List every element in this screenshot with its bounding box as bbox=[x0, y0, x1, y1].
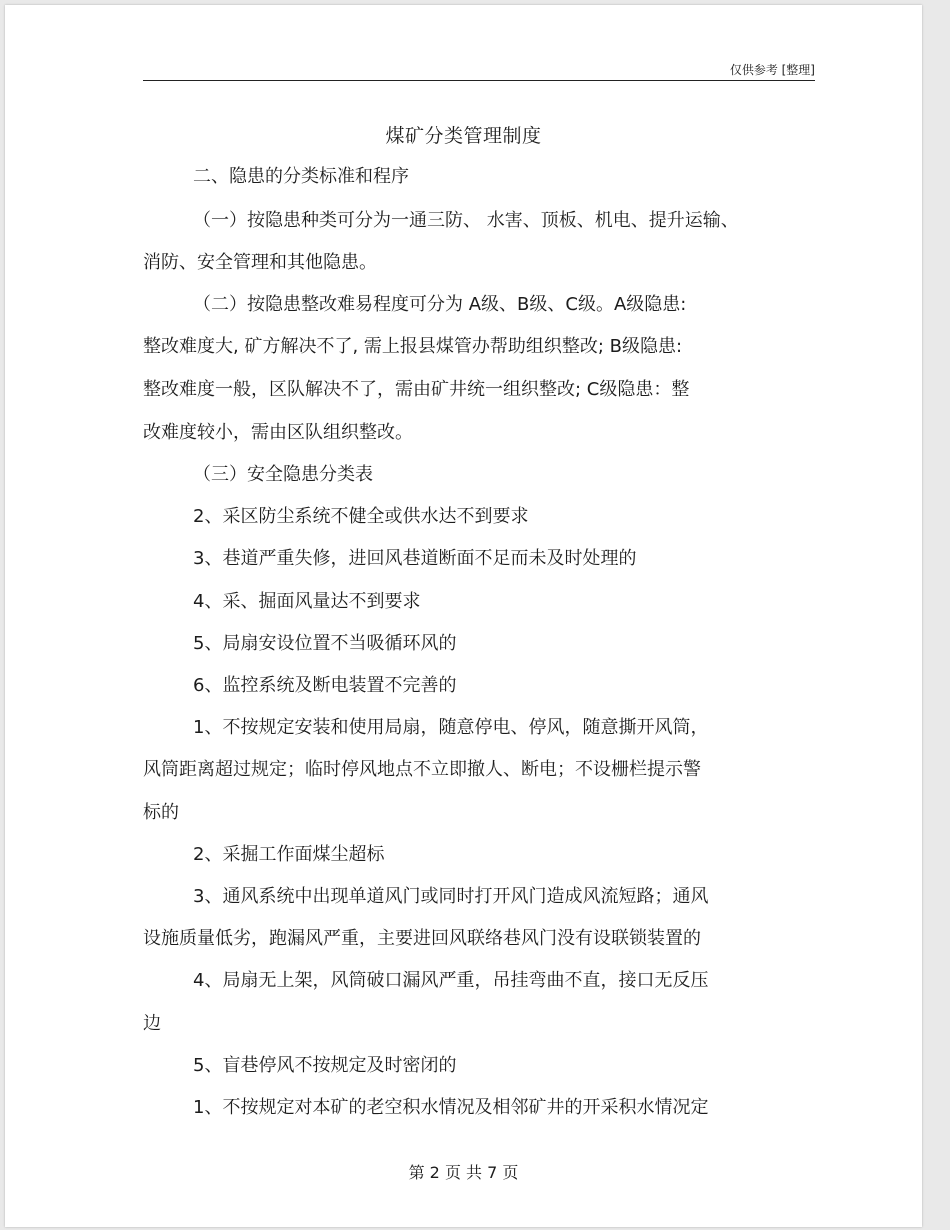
list-item: 1、不按规定安装和使用局扇，随意停电、停风，随意撕开风筒， bbox=[193, 717, 709, 738]
paragraph-line: （三）安全隐患分类表 bbox=[193, 464, 373, 485]
page-footer: 第 2 页 共 7 页 bbox=[408, 1163, 519, 1182]
list-item: 4、局扇无上架，风筒破口漏风严重，吊挂弯曲不直，接口无反压 bbox=[193, 970, 709, 991]
paragraph-line: 改难度较小，需由区队组织整改。 bbox=[143, 422, 413, 443]
list-item: 2、采掘工作面煤尘超标 bbox=[193, 844, 385, 865]
paragraph-line: （一）按隐患种类可分为一通三防、 水害、顶板、机电、提升运输、 bbox=[193, 210, 739, 231]
paragraph-line: （二）按隐患整改难易程度可分为 A级、B级、C级。A级隐患: bbox=[193, 294, 687, 315]
paragraph-line: 二、隐患的分类标准和程序 bbox=[193, 166, 409, 187]
paragraph-line: 整改难度一般，区队解决不了，需由矿井统一组织整改; C级隐患：整 bbox=[143, 379, 690, 400]
list-item: 3、通风系统中出现单道风门或同时打开风门造成风流短路；通风 bbox=[193, 886, 709, 907]
list-item: 5、局扇安设位置不当吸循环风的 bbox=[193, 633, 457, 654]
paragraph-line: 设施质量低劣，跑漏风严重，主要进回风联络巷风门没有设联锁装置的 bbox=[143, 928, 701, 949]
list-item: 6、监控系统及断电装置不完善的 bbox=[193, 675, 457, 696]
list-item: 1、不按规定对本矿的老空积水情况及相邻矿井的开采积水情况定 bbox=[193, 1097, 709, 1118]
paragraph-line: 风筒距离超过规定；临时停风地点不立即撤人、断电；不设栅栏提示警 bbox=[143, 759, 701, 780]
header-divider bbox=[143, 80, 815, 81]
paragraph-line: 整改难度大, 矿方解决不了, 需上报县煤管办帮助组织整改; B级隐患: bbox=[143, 336, 683, 357]
paragraph-line: 边 bbox=[143, 1013, 161, 1034]
document-title: 煤矿分类管理制度 bbox=[385, 125, 542, 147]
list-item: 3、巷道严重失修，进回风巷道断面不足而未及时处理的 bbox=[193, 548, 637, 569]
list-item: 2、采区防尘系统不健全或供水达不到要求 bbox=[193, 506, 529, 527]
paragraph-line: 标的 bbox=[143, 802, 179, 823]
page-header: 仅供参考 [整理] bbox=[729, 63, 815, 77]
list-item: 4、采、掘面风量达不到要求 bbox=[193, 591, 421, 612]
document-page bbox=[5, 5, 922, 1227]
paragraph-line: 消防、安全管理和其他隐患。 bbox=[143, 252, 377, 273]
list-item: 5、盲巷停风不按规定及时密闭的 bbox=[193, 1055, 457, 1076]
